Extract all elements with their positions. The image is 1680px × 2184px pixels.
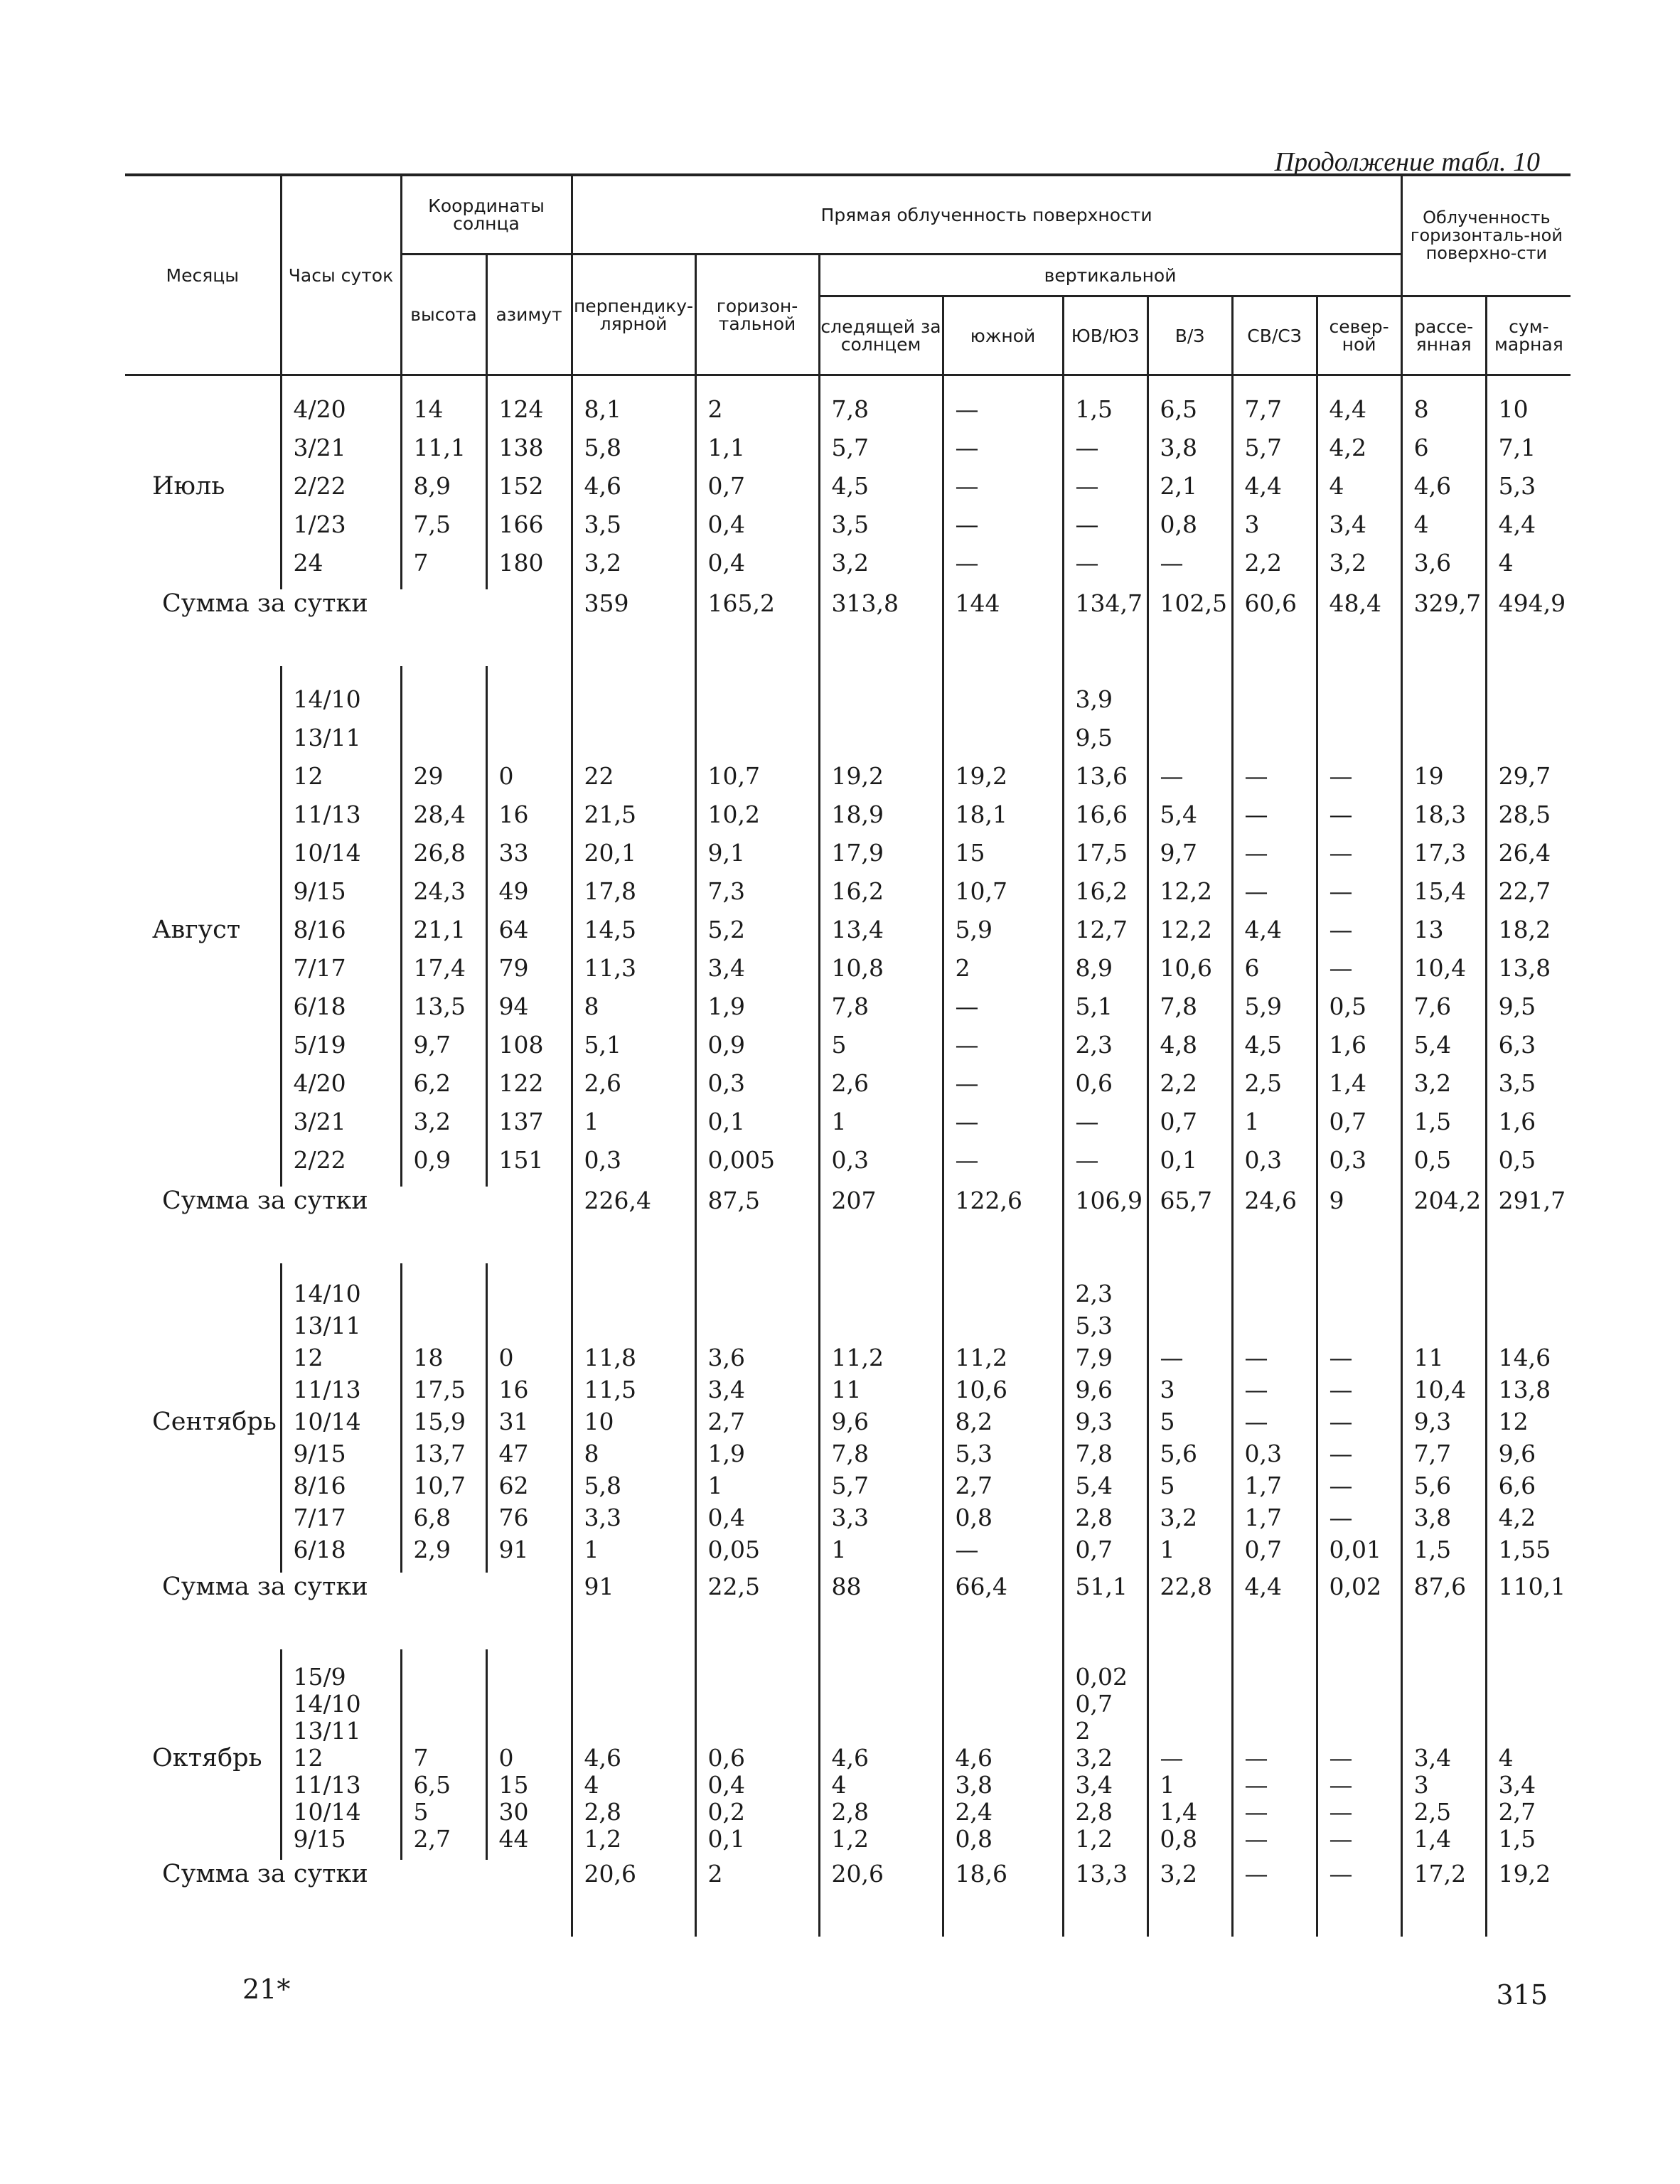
data-values: 4,6 3,8 2,4 0,8 bbox=[955, 1744, 993, 1853]
sum-cell: 359 bbox=[572, 589, 695, 666]
sum-label: Сумма за сутки bbox=[125, 1187, 572, 1263]
data-cell bbox=[695, 1263, 819, 1573]
sum-cell: 19,2 bbox=[1486, 1860, 1571, 1937]
sum-cell: 102,5 bbox=[1147, 589, 1232, 666]
data-values: — 5,4 9,7 12,2 12,2 10,6 7,8 4,8 2,2 0,7 0,1 bbox=[1160, 762, 1212, 1174]
data-values: — 3 5 5,6 5 3,2 1 bbox=[1160, 1344, 1197, 1563]
data-cell bbox=[281, 1263, 401, 1573]
data-cell bbox=[819, 666, 943, 1187]
data-cell bbox=[819, 375, 943, 590]
header-se-sw: ЮВ/ЮЗ bbox=[1063, 296, 1147, 375]
month-label: Октябрь bbox=[125, 1649, 281, 1860]
data-values: 11,2 11 9,6 7,8 5,7 3,3 1 bbox=[831, 1344, 884, 1563]
data-cell bbox=[1486, 375, 1571, 590]
data-cell bbox=[943, 375, 1063, 590]
sum-cell: 106,9 bbox=[1063, 1187, 1147, 1263]
sum-cell: 66,4 bbox=[943, 1573, 1063, 1649]
data-cell bbox=[1317, 1649, 1401, 1860]
sum-cell: 60,6 bbox=[1232, 589, 1317, 666]
data-cell bbox=[1232, 1649, 1317, 1860]
sum-cell: 87,6 bbox=[1401, 1573, 1486, 1649]
sum-cell: 0,02 bbox=[1317, 1573, 1401, 1649]
month-group-row bbox=[125, 375, 1571, 590]
sum-row bbox=[125, 1187, 1571, 1263]
data-cell bbox=[819, 1263, 943, 1573]
data-values: 3,4 3 2,5 1,4 bbox=[1413, 1744, 1452, 1853]
data-values: — — — — — — 0,01 bbox=[1329, 1344, 1381, 1563]
sum-cell: 20,6 bbox=[819, 1860, 943, 1937]
data-cell bbox=[695, 666, 819, 1187]
table-header bbox=[125, 175, 1571, 375]
data-cell bbox=[486, 1263, 572, 1573]
data-values: 10 7,1 5,3 4,4 4 bbox=[1498, 395, 1536, 577]
data-values: 7,7 5,7 4,4 3 2,2 bbox=[1244, 395, 1282, 577]
data-cell bbox=[1147, 666, 1232, 1187]
sum-cell: 313,8 bbox=[819, 589, 943, 666]
data-values: 29,7 28,5 26,4 22,7 18,2 13,8 9,5 6,3 3,5 1,6 0,5 bbox=[1498, 762, 1551, 1174]
header-azimuth: азимут bbox=[486, 255, 572, 375]
sum-cell: 88 bbox=[819, 1573, 943, 1649]
data-values: 14,6 13,8 12 9,6 6,6 4,2 1,55 bbox=[1498, 1344, 1551, 1563]
data-cell bbox=[1063, 1263, 1147, 1573]
data-cell bbox=[1317, 666, 1401, 1187]
data-cell bbox=[1486, 666, 1571, 1187]
sum-cell: 165,2 bbox=[695, 589, 819, 666]
data-cell bbox=[1063, 1649, 1147, 1860]
header-e-w: В/З bbox=[1147, 296, 1232, 375]
sum-cell: 65,7 bbox=[1147, 1187, 1232, 1263]
month-group-row bbox=[125, 1263, 1571, 1573]
sum-cell: 24,6 bbox=[1232, 1187, 1317, 1263]
data-cell bbox=[1063, 375, 1147, 590]
sum-cell: 17,2 bbox=[1401, 1860, 1486, 1937]
month-group-row bbox=[125, 1649, 1571, 1860]
sum-cell: 22,5 bbox=[695, 1573, 819, 1649]
header-coords: Координаты солнца bbox=[401, 175, 572, 255]
data-values: 1,5 — — — — bbox=[1075, 395, 1113, 577]
sum-cell: — bbox=[1317, 1860, 1401, 1937]
sum-cell: 20,6 bbox=[572, 1860, 695, 1937]
data-values: — 1 1,4 0,8 bbox=[1160, 1744, 1197, 1853]
data-cell bbox=[1232, 666, 1317, 1187]
data-values: 3,9 9,5 13,6 16,6 17,5 16,2 12,7 8,9 5,1 2,3 0,6 — — bbox=[1075, 685, 1128, 1174]
sum-cell: 329,7 bbox=[1401, 589, 1486, 666]
data-cell bbox=[1232, 1263, 1317, 1573]
data-values: 4/20 3/21 2/22 1/23 24 bbox=[293, 395, 346, 577]
data-values: 15/9 14/10 13/11 12 11/13 10/14 9/15 bbox=[293, 1663, 361, 1853]
header-diffuse: рассе-янная bbox=[1401, 296, 1486, 375]
data-cell bbox=[486, 1649, 572, 1860]
month-label: Июль bbox=[125, 375, 281, 590]
data-cell bbox=[401, 1263, 486, 1573]
sum-cell: 226,4 bbox=[572, 1187, 695, 1263]
data-cell bbox=[1232, 375, 1317, 590]
sum-cell: 494,9 bbox=[1486, 589, 1571, 666]
data-cell bbox=[572, 375, 695, 590]
data-cell bbox=[1401, 375, 1486, 590]
header-vertical: вертикальной bbox=[819, 255, 1401, 296]
header-total: сум-марная bbox=[1486, 296, 1571, 375]
sum-row bbox=[125, 1860, 1571, 1937]
data-values: 0 15 30 44 bbox=[498, 1744, 529, 1853]
sum-cell: 9 bbox=[1317, 1187, 1401, 1263]
sum-cell: 91 bbox=[572, 1573, 695, 1649]
data-cell bbox=[1317, 375, 1401, 590]
data-values: — — — 0,3 1,7 1,7 0,7 bbox=[1244, 1344, 1282, 1563]
sum-row bbox=[125, 1573, 1571, 1649]
data-values: 11,2 10,6 8,2 5,3 2,7 0,8 — bbox=[955, 1344, 1007, 1563]
data-cell bbox=[572, 1263, 695, 1573]
sum-cell: 2 bbox=[695, 1860, 819, 1937]
data-cell bbox=[695, 1649, 819, 1860]
page-signature: 21* bbox=[242, 1974, 291, 2005]
header-north: север-ной bbox=[1317, 296, 1401, 375]
data-values: 4 3,4 2,7 1,5 bbox=[1498, 1744, 1536, 1853]
data-cell bbox=[1401, 1263, 1486, 1573]
sum-cell: 48,4 bbox=[1317, 589, 1401, 666]
data-values: — — — — bbox=[1244, 1744, 1268, 1853]
header-months: Месяцы bbox=[125, 175, 281, 375]
data-values: 19,2 18,9 17,9 16,2 13,4 10,8 7,8 5 2,6 1 0,3 bbox=[831, 762, 884, 1174]
sum-cell: 122,6 bbox=[943, 1187, 1063, 1263]
sum-label: Сумма за сутки bbox=[125, 1860, 572, 1937]
sum-cell: 207 bbox=[819, 1187, 943, 1263]
sum-cell: 291,7 bbox=[1486, 1187, 1571, 1263]
data-values: — — — — 4,4 6 5,9 4,5 2,5 1 0,3 bbox=[1244, 762, 1282, 1174]
data-values: 3,6 3,4 2,7 1,9 1 0,4 0,05 bbox=[707, 1344, 760, 1563]
data-values: 0,02 0,7 2 3,2 3,4 2,8 1,2 bbox=[1075, 1663, 1128, 1853]
data-cell bbox=[281, 1649, 401, 1860]
sum-cell: 18,6 bbox=[943, 1860, 1063, 1937]
data-values: — — — — — — 0,5 1,6 1,4 0,7 0,3 bbox=[1329, 762, 1366, 1174]
data-cell bbox=[943, 1649, 1063, 1860]
data-values: 124 138 152 166 180 bbox=[498, 395, 544, 577]
data-values: — — — — bbox=[1329, 1744, 1353, 1853]
data-cell bbox=[401, 375, 486, 590]
data-values: 18 17,5 15,9 13,7 10,7 6,8 2,9 bbox=[413, 1344, 466, 1563]
data-values: 7 6,5 5 2,7 bbox=[413, 1744, 451, 1853]
data-cell bbox=[1401, 666, 1486, 1187]
data-values: 14/10 13/11 12 11/13 10/14 9/15 8/16 7/17 6/18 5/19 4/20 3/21 2/22 bbox=[293, 685, 361, 1174]
data-values: 4,6 4 2,8 1,2 bbox=[584, 1744, 621, 1853]
month-group-row bbox=[125, 666, 1571, 1187]
data-values: 0,6 0,4 0,2 0,1 bbox=[707, 1744, 745, 1853]
header-hours: Часы суток bbox=[281, 175, 401, 375]
data-cell bbox=[819, 1649, 943, 1860]
header-horiz: горизон-тальной bbox=[695, 255, 819, 375]
data-cell bbox=[401, 666, 486, 1187]
sum-cell: 3,2 bbox=[1147, 1860, 1232, 1937]
sum-label: Сумма за сутки bbox=[125, 589, 572, 666]
data-values: 0 16 31 47 62 76 91 bbox=[498, 1344, 529, 1563]
data-values: 8 6 4,6 4 3,6 bbox=[1413, 395, 1452, 577]
sum-label: Сумма за сутки bbox=[125, 1573, 572, 1649]
sum-cell: 144 bbox=[943, 589, 1063, 666]
data-cell bbox=[943, 1263, 1063, 1573]
irradiance-table bbox=[125, 173, 1571, 1937]
header-height: высота bbox=[401, 255, 486, 375]
sum-cell: 51,1 bbox=[1063, 1573, 1147, 1649]
data-cell bbox=[1401, 1649, 1486, 1860]
header-tracking: следящей за солнцем bbox=[819, 296, 943, 375]
data-values: 19,2 18,1 15 10,7 5,9 2 — — — — — bbox=[955, 762, 1007, 1174]
sum-cell: — bbox=[1232, 1860, 1317, 1937]
data-cell bbox=[1147, 1263, 1232, 1573]
data-values: 6,5 3,8 2,1 0,8 — bbox=[1160, 395, 1197, 577]
data-cell bbox=[1317, 1263, 1401, 1573]
data-values: 14/10 13/11 12 11/13 10/14 9/15 8/16 7/17 6/18 bbox=[293, 1280, 361, 1563]
sum-cell: 204,2 bbox=[1401, 1187, 1486, 1263]
sum-cell: 110,1 bbox=[1486, 1573, 1571, 1649]
month-label: Сентябрь bbox=[125, 1263, 281, 1573]
header-ne-nw: СВ/СЗ bbox=[1232, 296, 1317, 375]
data-values: 0 16 33 49 64 79 94 108 122 137 151 bbox=[498, 762, 544, 1174]
data-cell bbox=[401, 1649, 486, 1860]
page-number: 315 bbox=[1496, 1979, 1548, 2011]
data-values: 22 21,5 20,1 17,8 14,5 11,3 8 5,1 2,6 1 0,3 bbox=[584, 762, 636, 1174]
data-cell bbox=[1147, 1649, 1232, 1860]
header-perp: перпендику-лярной bbox=[572, 255, 695, 375]
header-south: южной bbox=[943, 296, 1063, 375]
data-values: 8,1 5,8 4,6 3,5 3,2 bbox=[584, 395, 621, 577]
data-values: 19 18,3 17,3 15,4 13 10,4 7,6 5,4 3,2 1,5 0,5 bbox=[1413, 762, 1467, 1174]
sum-cell: 134,7 bbox=[1063, 589, 1147, 666]
data-values: 4,6 4 2,8 1,2 bbox=[831, 1744, 869, 1853]
month-label: Август bbox=[125, 666, 281, 1187]
data-values: 29 28,4 26,8 24,3 21,1 17,4 13,5 9,7 6,2 3,2 0,9 bbox=[413, 762, 466, 1174]
data-cell bbox=[1147, 375, 1232, 590]
data-values: 11 10,4 9,3 7,7 5,6 3,8 1,5 bbox=[1413, 1344, 1467, 1563]
data-cell bbox=[572, 1649, 695, 1860]
data-cell bbox=[572, 666, 695, 1187]
data-cell bbox=[1486, 1649, 1571, 1860]
data-cell bbox=[486, 375, 572, 590]
data-values: 2 1,1 0,7 0,4 0,4 bbox=[707, 395, 745, 577]
sum-row bbox=[125, 589, 1571, 666]
data-cell bbox=[1486, 1263, 1571, 1573]
data-values: 14 11,1 8,9 7,5 7 bbox=[413, 395, 466, 577]
data-cell bbox=[281, 666, 401, 1187]
data-values: 4,4 4,2 4 3,4 3,2 bbox=[1329, 395, 1366, 577]
data-values: 11,8 11,5 10 8 5,8 3,3 1 bbox=[584, 1344, 636, 1563]
sum-cell: 4,4 bbox=[1232, 1573, 1317, 1649]
header-direct: Прямая облученность поверхности bbox=[572, 175, 1401, 255]
data-cell bbox=[281, 375, 401, 590]
table-caption: Продолжение табл. 10 bbox=[1274, 147, 1540, 177]
data-values: 10,7 10,2 9,1 7,3 5,2 3,4 1,9 0,9 0,3 0,1 0,005 bbox=[707, 762, 775, 1174]
sum-cell: 13,3 bbox=[1063, 1860, 1147, 1937]
table-body bbox=[125, 375, 1571, 1937]
sum-cell: 22,8 bbox=[1147, 1573, 1232, 1649]
data-cell bbox=[486, 666, 572, 1187]
data-values: 7,8 5,7 4,5 3,5 3,2 bbox=[831, 395, 869, 577]
sum-cell: 87,5 bbox=[695, 1187, 819, 1263]
data-cell bbox=[695, 375, 819, 590]
header-horiz-irr: Облученность горизонталь-ной поверхно-сти bbox=[1401, 175, 1571, 296]
data-values: — — — — — bbox=[955, 395, 979, 577]
data-cell bbox=[1063, 666, 1147, 1187]
data-cell bbox=[943, 666, 1063, 1187]
data-values: 2,3 5,3 7,9 9,6 9,3 7,8 5,4 2,8 0,7 bbox=[1075, 1280, 1113, 1563]
